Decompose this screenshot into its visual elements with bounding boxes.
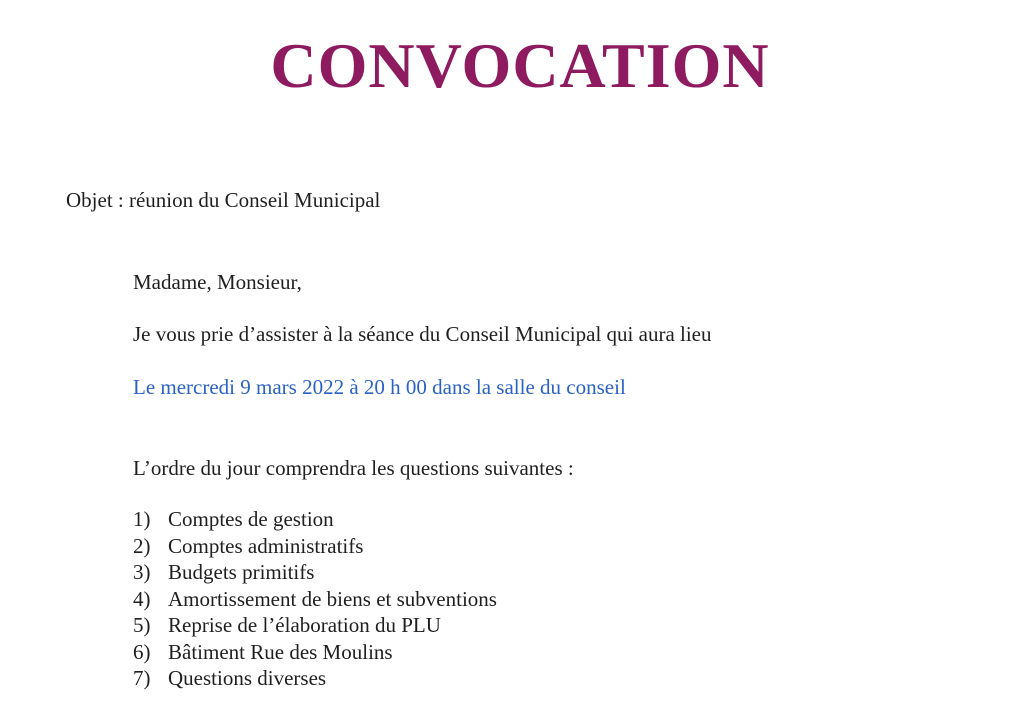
list-item bbox=[133, 586, 497, 613]
agenda-intro: L’ordre du jour comprendra les questions suivantes : bbox=[133, 456, 574, 480]
agenda-item-number: 5) bbox=[133, 613, 151, 637]
meeting-date-line: Le mercredi 9 mars 2022 à 20 h 00 dans la salle du conseil bbox=[133, 375, 626, 399]
agenda-item-text: Questions diverses bbox=[168, 666, 327, 690]
agenda-item-text: Comptes de gestion bbox=[168, 507, 334, 531]
list-item bbox=[133, 612, 497, 639]
agenda-item-number: 4) bbox=[133, 586, 151, 611]
salutation: Madame, Monsieur, bbox=[133, 270, 302, 294]
list-item bbox=[133, 506, 497, 533]
agenda-item-number: 1) bbox=[133, 507, 151, 531]
list-item bbox=[133, 665, 497, 692]
list-item bbox=[133, 533, 497, 560]
subject-line: Objet : réunion du Conseil Municipal bbox=[66, 188, 381, 212]
agenda-item-number: 7) bbox=[133, 666, 151, 690]
list-item bbox=[133, 559, 497, 586]
agenda-list bbox=[133, 506, 497, 692]
agenda-item-text: Budgets primitifs bbox=[168, 560, 315, 584]
agenda-item-number: 6) bbox=[133, 639, 151, 664]
invitation-text: Je vous prie d’assister à la séance du Conseil Municipal qui aura lieu bbox=[133, 322, 712, 346]
agenda-item-text: Comptes administratifs bbox=[168, 533, 364, 558]
document-title: CONVOCATION bbox=[270, 30, 770, 101]
agenda-item-text: Amortissement de biens et subventions bbox=[168, 586, 497, 611]
agenda-item-number: 2) bbox=[133, 533, 151, 558]
agenda-item-text: Reprise de l’élaboration du PLU bbox=[168, 613, 441, 637]
agenda-item-number: 3) bbox=[133, 560, 151, 584]
list-item bbox=[133, 639, 497, 666]
agenda-item-text: Bâtiment Rue des Moulins bbox=[168, 639, 393, 664]
